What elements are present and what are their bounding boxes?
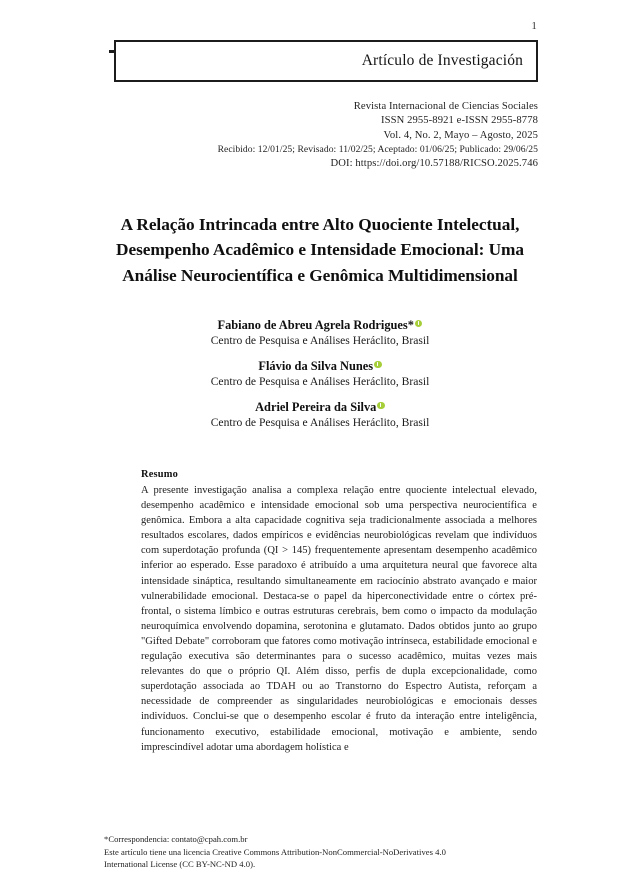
article-type-label: Artículo de Investigación <box>361 52 523 69</box>
author-name-row <box>100 318 540 333</box>
author-name-row <box>100 359 540 374</box>
author-block <box>100 318 540 430</box>
correspondence-note: *Correspondencia: contato@cpah.com.br <box>104 834 248 844</box>
abstract-section <box>141 468 537 755</box>
orcid-icon[interactable] <box>415 320 423 328</box>
abstract-heading: Resumo <box>141 469 178 480</box>
author-name: Adriel Pereira da Silva <box>255 400 377 414</box>
author-entry <box>100 359 540 389</box>
license-note-line-1: Este artículo tiene una licencia Creative Commons Attribution-NonCommercial-NoDerivatives 4.0 <box>104 846 446 857</box>
journal-volume-issue: Vol. 4, No. 2, Mayo – Agosto, 2025 <box>383 129 538 141</box>
author-name: Fabiano de Abreu Agrela Rodrigues <box>217 318 408 332</box>
corresponding-author-marker: * <box>407 318 414 332</box>
article-type-box <box>114 40 538 82</box>
article-title: A Relação Intrincada entre Alto Quociente Intelectual, Desempenho Acadêmico e Intensidade Emocional: Uma Análise Neurocientífica e Genômica Multidimensional <box>116 214 524 285</box>
author-affiliation: Centro de Pesquisa e Análises Heráclito, Brasil <box>210 375 430 388</box>
journal-doi[interactable]: DOI: https://doi.org/10.57188/RICSO.2025.746 <box>330 158 538 170</box>
author-affiliation: Centro de Pesquisa e Análises Heráclito, Brasil <box>210 416 430 429</box>
journal-metadata-block <box>100 100 538 171</box>
author-name: Flávio da Silva Nunes <box>258 359 374 373</box>
journal-submission-dates: Recibido: 12/01/25; Revisado: 11/02/25; Aceptado: 01/06/25; Publicado: 29/06/25 <box>217 143 538 155</box>
abstract-body: A presente investigação analisa a complexa relação entre quociente intelectual elevado, desempenho acadêmico e intensidade emocional sob uma perspectiva neurocientífica e genômica. Embora a alta capacidade cognitiva seja tradicionalmente associada a melhores resultados escolares, dados empíricos e evidências neurobiológicas revelam que indivíduos com superdotação profunda (QI > 145) frequentemente apresentam desempenho acadêmico inferior ao esperado. Esse paradoxo é atribuído a uma arquitetura neural que favorece alta intensidade sináptica, resultando simultaneamente em raciocínio abstrato avançado e maior vulnerabilidade emocional. Destaca-se o papel da hiperconectividade entre o córtex pré-frontal, o sistema límbico e outras estruturas cerebrais, bem como o impacto da modulação neuroquímica envolvendo dopamina, serotonina e glutamato. Dados obtidos junto ao grupo "Gifted Debate" corroboram que fatores como motivação intrínseca, estabilidade emocional e regulação executiva são determinantes para o sucesso acadêmico, muitas vezes mais relevantes do que o próprio QI. Além disso, perfis de dupla excepcionalidade, como superdotação associada ao TDAH ou ao Transtorno do Espectro Autista, reforçam a necessidade de compreender as singularidades neurobiológicas e emocionais desses indivíduos. Conclui-se que o desempenho escolar é fruto da interação entre inteligência, funcionamento executivo, estabilidade emocional, motivação e ambiente, sendo imprescindível adotar uma abordagem holística e <box>141 485 537 753</box>
page-footnote <box>104 833 538 871</box>
author-affiliation: Centro de Pesquisa e Análises Heráclito, Brasil <box>210 334 430 347</box>
author-entry <box>100 318 540 348</box>
article-type-banner <box>114 40 538 82</box>
license-note-line-2: International License (CC BY-NC-ND 4.0). <box>104 859 256 870</box>
orcid-icon[interactable] <box>377 402 385 410</box>
journal-name: Revista Internacional de Ciencias Sociales <box>353 101 538 112</box>
page-number: 1 <box>531 21 537 32</box>
orcid-icon[interactable] <box>374 361 382 369</box>
journal-issn: ISSN 2955-8921 e-ISSN 2955-8778 <box>380 115 538 127</box>
author-entry <box>100 400 540 430</box>
author-name-row <box>100 400 540 415</box>
